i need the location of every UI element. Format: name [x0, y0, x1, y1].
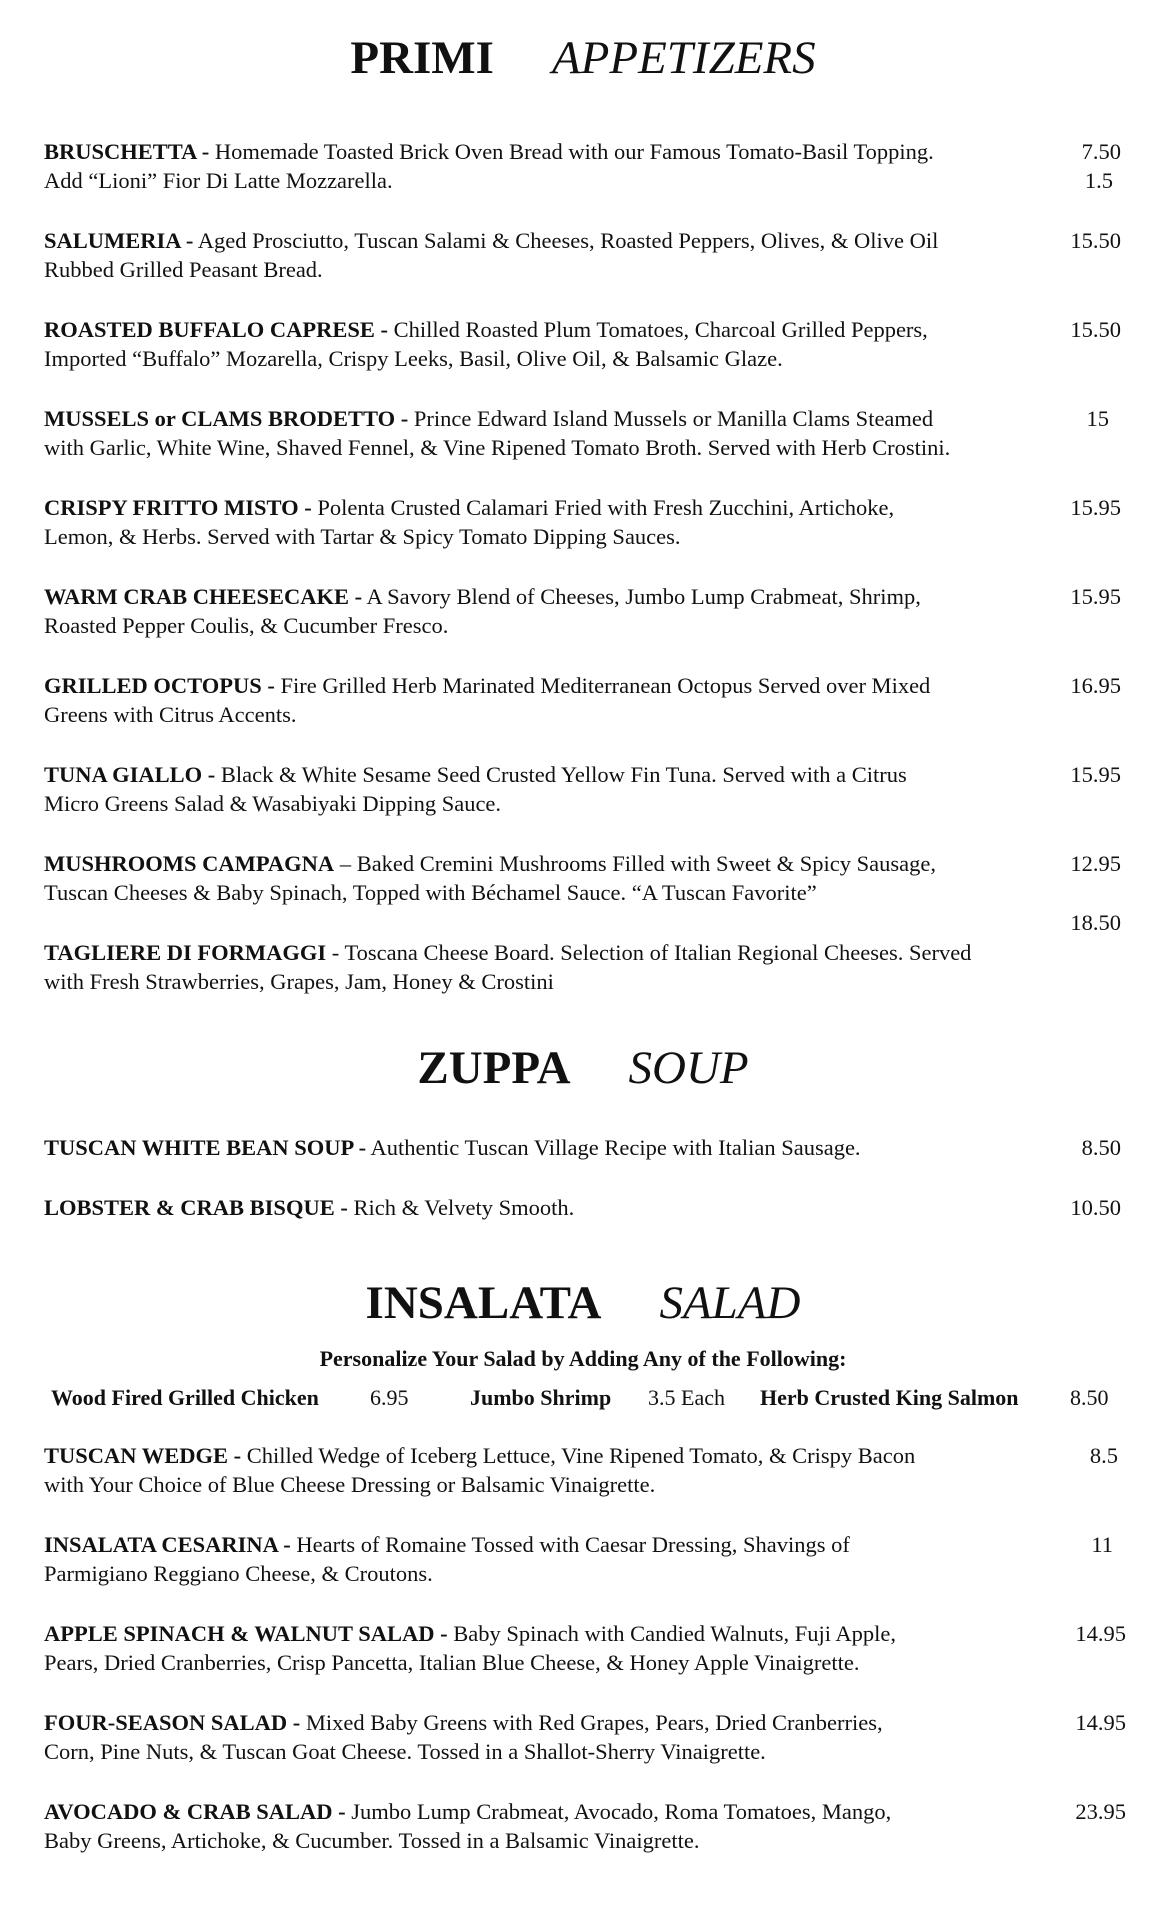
menu-item-tagliere-formaggi: [44, 938, 971, 968]
item-desc: Chilled Wedge of Iceberg Lettuce, Vine Ripened Tomato, & Crispy Bacon: [241, 1443, 916, 1468]
menu-item-crab-cheesecake: [44, 582, 921, 612]
menu-item-four-season-salad: [44, 1708, 883, 1738]
item-price: 14.95: [1075, 1621, 1126, 1646]
item-name: MUSSELS or CLAMS BRODETTO -: [44, 406, 409, 431]
menu-item-desc-line: Lemon, & Herbs. Served with Tartar & Spicy Tomato Dipping Sauces.: [44, 524, 681, 549]
addon-price: 6.95: [370, 1385, 409, 1410]
menu-item-desc-line: with Your Choice of Blue Cheese Dressing or Balsamic Vinaigrette.: [44, 1472, 656, 1497]
item-desc: Baby Spinach with Candied Walnuts, Fuji Apple,: [447, 1621, 896, 1646]
item-name: CRISPY FRITTO MISTO -: [44, 495, 312, 520]
menu-item-fritto-misto: [44, 493, 894, 523]
addon-grilled-chicken: [51, 1385, 319, 1411]
item-price: 23.95: [1075, 1799, 1126, 1824]
item-name: TAGLIERE DI FORMAGGI: [44, 940, 327, 965]
menu-item-desc-line: Micro Greens Salad & Wasabiyaki Dipping Sauce.: [44, 791, 502, 816]
item-price: 8.5: [1089, 1443, 1118, 1468]
menu-item-buffalo-caprese: [44, 315, 928, 345]
item-name: WARM CRAB CHEESECAKE -: [44, 584, 363, 609]
addon-king-salmon: [760, 1385, 1019, 1411]
menu-item-desc-line: Greens with Citrus Accents.: [44, 702, 297, 727]
item-price: 15.95: [1070, 495, 1121, 520]
item-desc: Polenta Crusted Calamari Fried with Fresh Zucchini, Artichoke,: [311, 495, 895, 520]
menu-item-tuscan-wedge: [44, 1441, 915, 1471]
item-desc: Hearts of Romaine Tossed with Caesar Dressing, Shavings of: [290, 1532, 850, 1557]
menu-item-white-bean-soup: [44, 1133, 861, 1163]
menu-item-desc-line: Tuscan Cheeses & Baby Spinach, Topped with Béchamel Sauce. “A Tuscan Favorite”: [44, 880, 817, 905]
menu-item-desc-line: Roasted Pepper Coulis, & Cucumber Fresco.: [44, 613, 449, 638]
item-price-addon: 1.5: [1084, 168, 1113, 193]
addon-price: 3.5 Each: [648, 1385, 725, 1410]
menu-item-avocado-crab-salad: [44, 1797, 891, 1827]
item-desc: Rich & Velvety Smooth.: [347, 1195, 575, 1220]
item-price: 15.50: [1070, 228, 1121, 253]
menu-item-desc-line: Corn, Pine Nuts, & Tuscan Goat Cheese. Tossed in a Shallot-Sherry Vinaigrette.: [44, 1739, 766, 1764]
menu-item-desc-line: with Garlic, White Wine, Shaved Fennel, & Vine Ripened Tomato Broth. Served with Herb Crostini.: [44, 435, 951, 460]
item-name: ROASTED BUFFALO CAPRESE -: [44, 317, 388, 342]
menu-item-mushrooms-campagna: [44, 849, 936, 879]
item-name: TUSCAN WEDGE -: [44, 1443, 242, 1468]
item-desc: Black & White Sesame Seed Crusted Yellow Fin Tuna. Served with a Citrus: [215, 762, 907, 787]
addon-name: Wood Fired Grilled Chicken: [51, 1385, 319, 1410]
item-desc: Mixed Baby Greens with Red Grapes, Pears, Dried Cranberries,: [300, 1710, 883, 1735]
item-name: SALUMERIA -: [44, 228, 194, 253]
insalata-heading: [0, 1277, 1166, 1329]
item-name: FOUR-SEASON SALAD -: [44, 1710, 301, 1735]
item-name: MUSHROOMS CAMPAGNA: [44, 851, 335, 876]
item-price: 11: [1091, 1532, 1113, 1557]
addon-price: 8.50: [1070, 1385, 1109, 1410]
menu-item-desc-line: Parmigiano Reggiano Cheese, & Croutons.: [44, 1561, 433, 1586]
item-name: GRILLED OCTOPUS -: [44, 673, 275, 698]
item-price: 14.95: [1075, 1710, 1126, 1735]
item-desc: Fire Grilled Herb Marinated Mediterranean Octopus Served over Mixed: [274, 673, 931, 698]
item-name: LOBSTER & CRAB BISQUE -: [44, 1195, 348, 1220]
insalata-title-english: SALAD: [659, 1277, 801, 1329]
item-price: 18.50: [1070, 910, 1121, 935]
item-desc: Jumbo Lump Crabmeat, Avocado, Roma Tomatoes, Mango,: [345, 1799, 892, 1824]
item-desc: - Toscana Cheese Board. Selection of Italian Regional Cheeses. Served: [326, 940, 972, 965]
item-price: 15.50: [1070, 317, 1121, 342]
item-desc: Authentic Tuscan Village Recipe with Italian Sausage.: [366, 1135, 861, 1160]
item-price: 15.95: [1070, 584, 1121, 609]
zuppa-title-english: SOUP: [628, 1042, 749, 1094]
item-price: 7.50: [1081, 139, 1121, 164]
menu-item-desc-line: Rubbed Grilled Peasant Bread.: [44, 257, 323, 282]
menu-item-grilled-octopus: [44, 671, 930, 701]
item-name: INSALATA CESARINA -: [44, 1532, 291, 1557]
item-price: 15.95: [1070, 762, 1121, 787]
item-desc: Homemade Toasted Brick Oven Bread with our Famous Tomato-Basil Topping.: [209, 139, 934, 164]
item-desc: Aged Prosciutto, Tuscan Salami & Cheeses, Roasted Peppers, Olives, & Olive Oil: [193, 228, 939, 253]
item-name: APPLE SPINACH & WALNUT SALAD -: [44, 1621, 448, 1646]
item-desc: A Savory Blend of Cheeses, Jumbo Lump Crabmeat, Shrimp,: [362, 584, 921, 609]
addon-jumbo-shrimp: [470, 1385, 611, 1411]
menu-item-desc-line: with Fresh Strawberries, Grapes, Jam, Honey & Crostini: [44, 969, 554, 994]
menu-item-apple-spinach-walnut: [44, 1619, 896, 1649]
personalize-salad-note: Personalize Your Salad by Adding Any of the Following:: [319, 1346, 847, 1371]
item-price: 16.95: [1070, 673, 1121, 698]
zuppa-title-italian: ZUPPA: [417, 1042, 571, 1094]
menu-item-salumeria: [44, 226, 938, 256]
item-desc: Prince Edward Island Mussels or Manilla Clams Steamed: [408, 406, 934, 431]
item-desc: Chilled Roasted Plum Tomatoes, Charcoal Grilled Peppers,: [388, 317, 928, 342]
primi-heading: [0, 32, 1166, 84]
menu-item-desc-line: Imported “Buffalo” Mozarella, Crispy Leeks, Basil, Olive Oil, & Balsamic Glaze.: [44, 346, 783, 371]
menu-item-desc-line: Pears, Dried Cranberries, Crisp Pancetta, Italian Blue Cheese, & Honey Apple Vinaigrette.: [44, 1650, 860, 1675]
addon-name: Jumbo Shrimp: [470, 1385, 612, 1410]
menu-item-bruschetta: [44, 137, 934, 167]
zuppa-heading: [0, 1042, 1166, 1094]
item-name: BRUSCHETTA -: [44, 139, 210, 164]
item-price: 8.50: [1081, 1135, 1121, 1160]
item-price: 10.50: [1070, 1195, 1121, 1220]
primi-title-italian: PRIMI: [350, 32, 494, 84]
item-name: TUSCAN WHITE BEAN SOUP -: [44, 1135, 367, 1160]
menu-item-desc-line: Add “Lioni” Fior Di Latte Mozzarella.: [44, 168, 393, 193]
menu-item-mussels-brodetto: [44, 404, 933, 434]
item-name: TUNA GIALLO -: [44, 762, 216, 787]
menu-item-insalata-cesarina: [44, 1530, 850, 1560]
insalata-title-italian: INSALATA: [365, 1277, 602, 1329]
menu-item-tuna-giallo: [44, 760, 907, 790]
item-name: AVOCADO & CRAB SALAD -: [44, 1799, 346, 1824]
item-price: 12.95: [1070, 851, 1121, 876]
menu-item-lobster-bisque: [44, 1193, 574, 1223]
primi-title-english: APPETIZERS: [551, 32, 816, 84]
item-price: 15: [1086, 406, 1109, 431]
item-desc: – Baked Cremini Mushrooms Filled with Sweet & Spicy Sausage,: [334, 851, 937, 876]
addon-name: Herb Crusted King Salmon: [760, 1385, 1019, 1410]
menu-item-desc-line: Baby Greens, Artichoke, & Cucumber. Tossed in a Balsamic Vinaigrette.: [44, 1828, 700, 1853]
